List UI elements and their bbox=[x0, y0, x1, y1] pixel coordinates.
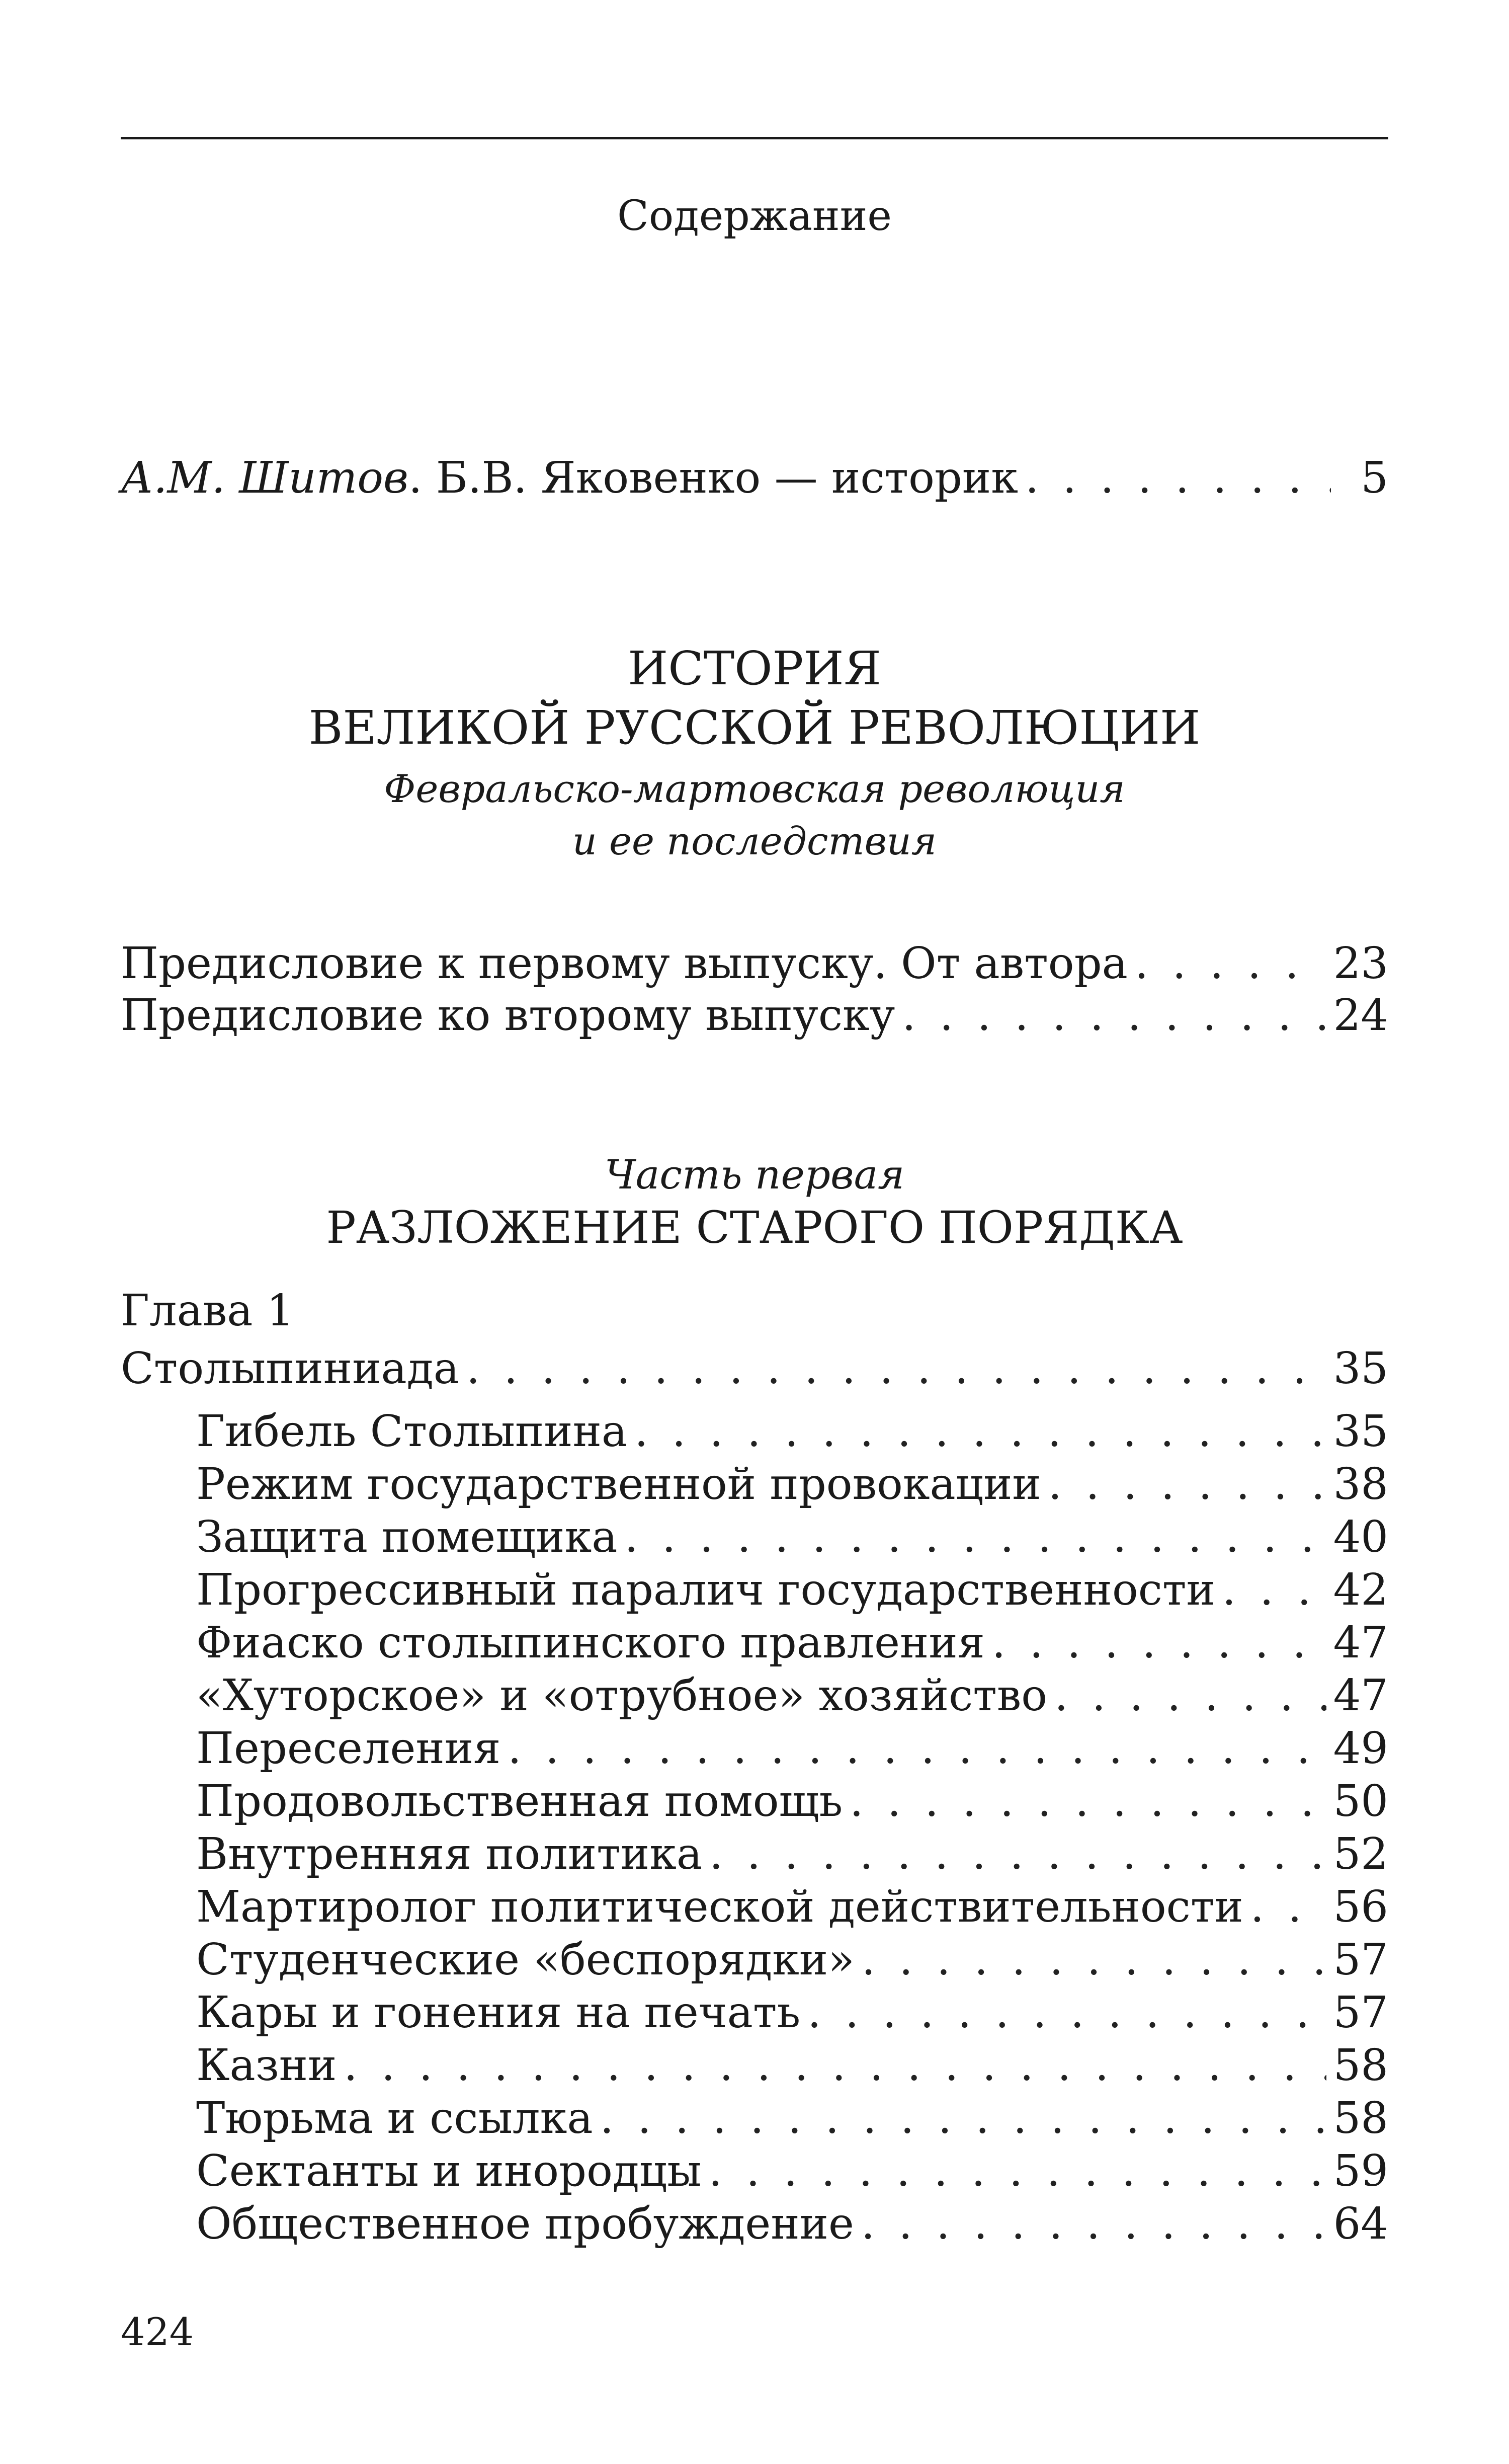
entry-title-text: . Б.В. Яковенко — историк bbox=[408, 453, 1018, 503]
toc-entry-title: Тюрьма и ссылка bbox=[196, 2093, 593, 2143]
toc-section-row[interactable] bbox=[196, 1723, 1388, 1774]
toc-entry-title: Сектанты и инородцы bbox=[196, 2146, 702, 2196]
toc-entry-title: Защита помещика bbox=[196, 1512, 618, 1562]
dot-leader bbox=[634, 1406, 1326, 1457]
book-subtitle-line-2: и ее последствия bbox=[572, 819, 937, 863]
dot-leader bbox=[902, 990, 1326, 1041]
toc-entry-page: 47 bbox=[1333, 1618, 1388, 1668]
toc-entry-chapter-1[interactable] bbox=[121, 1343, 1388, 1394]
dot-leader bbox=[709, 2146, 1326, 2196]
book-title-line-2: ВЕЛИКОЙ РУССКОЙ РЕВОЛЮЦИИ bbox=[308, 701, 1201, 755]
toc-entry-page: 58 bbox=[1333, 2093, 1388, 2143]
dot-leader bbox=[466, 1343, 1326, 1394]
toc-entry-title: «Хуторское» и «отрубное» хозяйство bbox=[196, 1671, 1048, 1721]
dot-leader bbox=[709, 1829, 1326, 1879]
top-rule bbox=[121, 137, 1388, 139]
toc-entry-page: 57 bbox=[1333, 1988, 1388, 2038]
book-title-block bbox=[0, 639, 1509, 867]
toc-entry-page: 35 bbox=[1333, 1343, 1388, 1394]
toc-entry-page: 40 bbox=[1333, 1512, 1388, 1562]
toc-section-row[interactable] bbox=[196, 1459, 1388, 1509]
page-heading: Содержание bbox=[617, 192, 892, 240]
dot-leader bbox=[1222, 1565, 1326, 1615]
toc-section-row[interactable] bbox=[196, 1512, 1388, 1562]
toc-entry-page: 49 bbox=[1333, 1723, 1388, 1774]
toc-entry-title: Гибель Столыпина bbox=[196, 1406, 628, 1457]
toc-entry-title: Общественное пробуждение bbox=[196, 2199, 854, 2249]
toc-section-row[interactable] bbox=[196, 1882, 1388, 1932]
toc-entry-page: 52 bbox=[1333, 1829, 1388, 1879]
toc-entry-title: Переселения bbox=[196, 1723, 501, 1774]
toc-entry-title: Предисловие к первому выпуску. От автора bbox=[121, 938, 1128, 989]
toc-entry-title: Предисловие ко второму выпуску bbox=[121, 990, 895, 1041]
toc-entry-title: Прогрессивный паралич государственности bbox=[196, 1565, 1215, 1615]
dot-leader bbox=[992, 1618, 1326, 1668]
toc-entry-preface-1[interactable] bbox=[121, 938, 1388, 989]
dot-leader bbox=[1250, 1882, 1326, 1932]
book-title-line-1: ИСТОРИЯ bbox=[628, 642, 881, 695]
toc-section-row[interactable] bbox=[196, 1935, 1388, 1985]
page-number: 424 bbox=[121, 2310, 194, 2354]
dot-leader bbox=[600, 2093, 1326, 2143]
toc-entry-page: 35 bbox=[1333, 1406, 1388, 1457]
dot-leader bbox=[1135, 938, 1326, 989]
toc-section-row[interactable] bbox=[196, 2199, 1388, 2249]
part-label: Часть первая bbox=[604, 1151, 905, 1198]
toc-section-row[interactable] bbox=[196, 2040, 1388, 2091]
toc-entry-intro[interactable] bbox=[121, 453, 1388, 503]
toc-section-row[interactable] bbox=[196, 1776, 1388, 1826]
toc-section-row[interactable] bbox=[196, 1618, 1388, 1668]
toc-entry-title: Кары и гонения на печать bbox=[196, 1988, 801, 2038]
toc-entry-title: Казни bbox=[196, 2040, 337, 2091]
toc-entry-title: Мартиролог политической действительности bbox=[196, 1882, 1243, 1932]
toc-entry-page: 59 bbox=[1333, 2146, 1388, 2196]
toc-section-row[interactable] bbox=[196, 1988, 1388, 2038]
toc-entry-page: 24 bbox=[1333, 990, 1388, 1041]
toc-entry-title: Продовольственная помощь bbox=[196, 1776, 843, 1826]
toc-entry-page: 50 bbox=[1333, 1776, 1388, 1826]
dot-leader bbox=[508, 1723, 1326, 1774]
toc-entry-title: Режим государственной провокации bbox=[196, 1459, 1041, 1509]
toc-entry-page: 58 bbox=[1333, 2040, 1388, 2091]
toc-section-row[interactable] bbox=[196, 1671, 1388, 1721]
part-title: РАЗЛОЖЕНИЕ СТАРОГО ПОРЯДКА bbox=[326, 1202, 1183, 1253]
toc-entry-page: 47 bbox=[1333, 1671, 1388, 1721]
toc-entry-title: Внутренняя политика bbox=[196, 1829, 703, 1879]
toc-entry-page: 23 bbox=[1333, 938, 1388, 989]
part-heading bbox=[0, 1150, 1509, 1255]
chapter-label: Глава 1 bbox=[121, 1286, 294, 1336]
dot-leader bbox=[1054, 1671, 1326, 1721]
toc-entry-page: 57 bbox=[1333, 1935, 1388, 1985]
toc-entry-page: 38 bbox=[1333, 1459, 1388, 1509]
toc-entry-title: Студенческие «беспорядки» bbox=[196, 1935, 855, 1985]
toc-entry-page: 5 bbox=[1361, 453, 1388, 503]
dot-leader bbox=[1025, 453, 1331, 503]
toc-entry-page: 64 bbox=[1333, 2199, 1388, 2249]
toc-entry-page: 56 bbox=[1333, 1882, 1388, 1932]
toc-entry-preface-2[interactable] bbox=[121, 990, 1388, 1041]
entry-author: А.М. Шитов bbox=[121, 453, 409, 503]
toc-entry-title: Фиаско столыпинского правления bbox=[196, 1618, 985, 1668]
toc-entry-title bbox=[121, 453, 1018, 503]
dot-leader bbox=[850, 1776, 1326, 1826]
dot-leader bbox=[807, 1988, 1326, 2038]
toc-section-row[interactable] bbox=[196, 2093, 1388, 2143]
toc-entry-page: 42 bbox=[1333, 1565, 1388, 1615]
dot-leader bbox=[1048, 1459, 1326, 1509]
toc-section-row[interactable] bbox=[196, 2146, 1388, 2196]
dot-leader bbox=[861, 2199, 1326, 2249]
toc-entry-title: Столыпиниада bbox=[121, 1343, 460, 1394]
toc-section-row[interactable] bbox=[196, 1565, 1388, 1615]
dot-leader bbox=[862, 1935, 1326, 1985]
book-subtitle-line-1: Февральско-мартовская революция bbox=[384, 766, 1125, 811]
toc-section-row[interactable] bbox=[196, 1829, 1388, 1879]
dot-leader bbox=[625, 1512, 1326, 1562]
toc-section-row[interactable] bbox=[196, 1406, 1388, 1457]
dot-leader bbox=[344, 2040, 1326, 2091]
